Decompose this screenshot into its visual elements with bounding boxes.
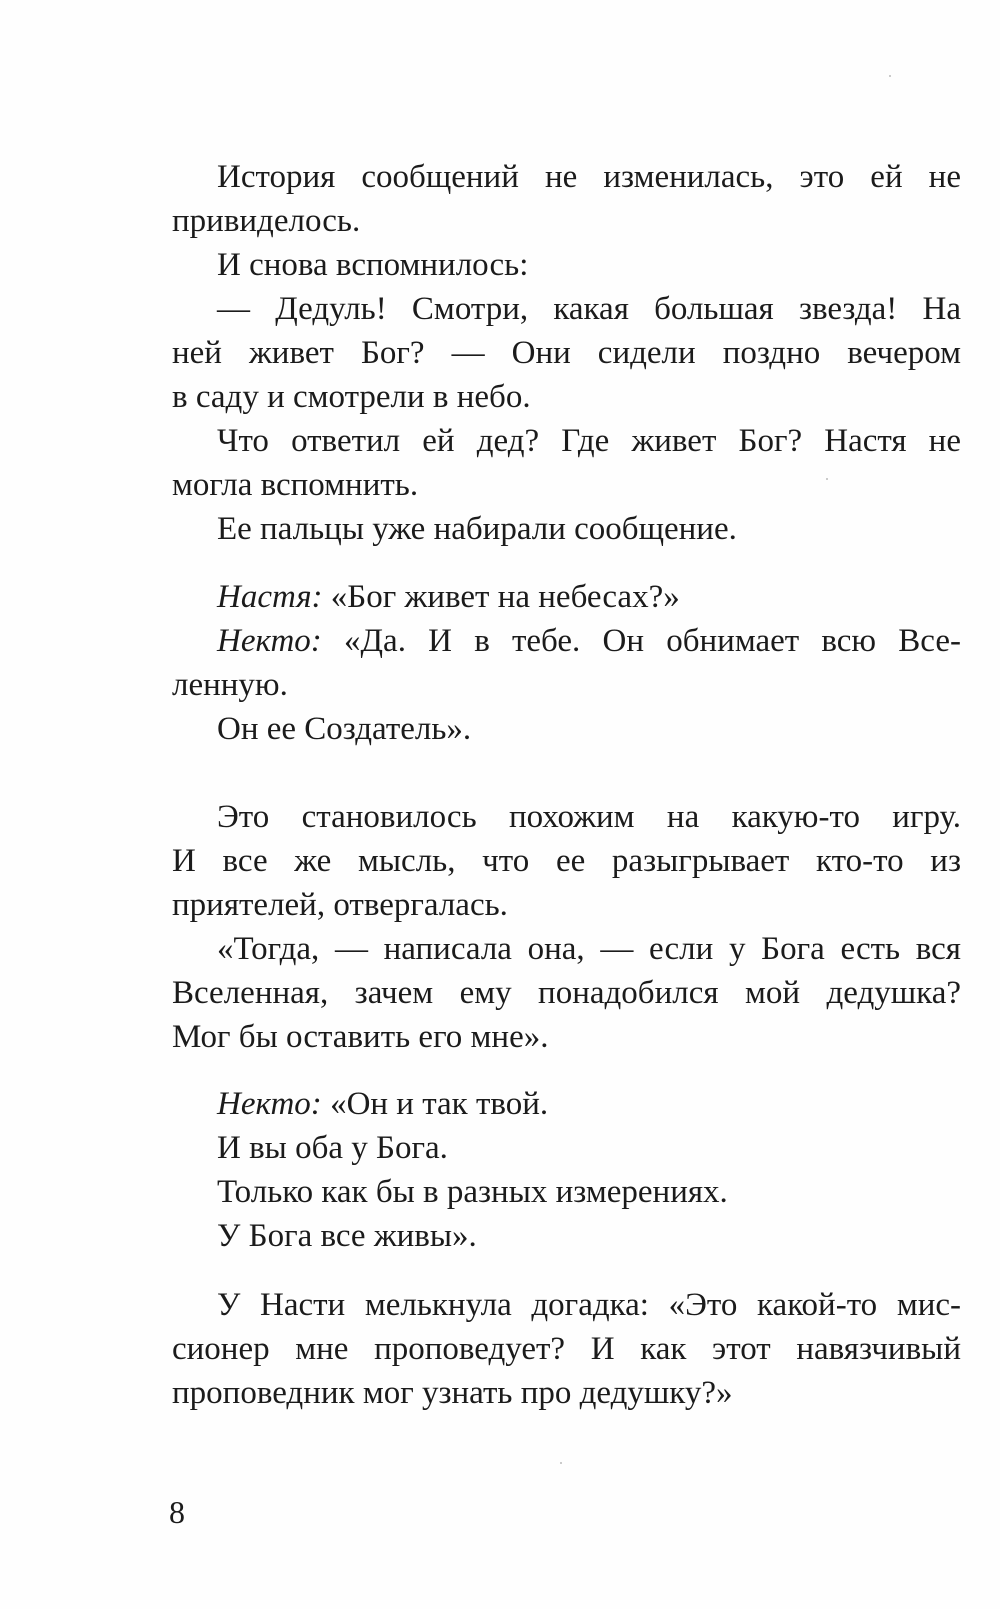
text-line: Вселенная, зачем ему понадобился мой дедушка? — [172, 975, 961, 1011]
scan-speck — [826, 478, 828, 480]
message-text: «Бог живет на небесах?» — [330, 579, 680, 615]
text-line: «Тогда, — написала она, — если у Бога есть вся — [217, 931, 961, 967]
text-line: — Дедуль! Смотри, какая большая звезда! На — [217, 291, 961, 327]
text-line: Только как бы в разных измерениях. — [217, 1174, 728, 1210]
message-text: «Да. И в тебе. Он обнимает всю Все- — [344, 623, 961, 659]
chat-message — [172, 1082, 961, 1258]
paragraph — [172, 795, 961, 927]
paragraph — [172, 155, 961, 243]
chat-message — [172, 575, 961, 619]
text-line — [172, 619, 961, 663]
paragraph — [172, 507, 961, 551]
text-line: проповедник мог узнать про дедушку?» — [172, 1375, 733, 1411]
text-line: История сообщений не изменилась, это ей не — [217, 159, 961, 195]
text-line: Он ее Создатель». — [217, 711, 472, 747]
text-line — [172, 1082, 961, 1126]
text-line: могла вспомнить. — [172, 467, 419, 503]
page-number: 8 — [169, 1494, 185, 1530]
text-line: Что ответил ей дед? Где живет Бог? Настя не — [217, 423, 961, 459]
speaker-name: Некто: — [217, 623, 322, 659]
scan-speck — [560, 1462, 562, 1464]
text-line: в саду и смотрели в небо. — [172, 379, 531, 415]
text-line: У Бога все живы». — [217, 1218, 477, 1254]
text-line: Это становилось похожим на какую-то игру. — [217, 799, 961, 835]
text-line: Ее пальцы уже набирали сообщение. — [217, 511, 737, 547]
text-line: И все же мысль, что ее разыгрывает кто-то из — [172, 843, 961, 879]
text-line: приятелей, отвергалась. — [172, 887, 508, 923]
text-line: И снова вспомнилось: — [217, 247, 529, 283]
speaker-name: Настя: — [217, 579, 323, 615]
text-line: Мог бы оставить его мне». — [172, 1019, 549, 1055]
paragraph — [172, 419, 961, 507]
paragraph — [172, 927, 961, 1059]
text-line — [172, 575, 961, 619]
text-line: И вы оба у Бога. — [217, 1130, 448, 1166]
text-line: ленную. — [172, 667, 288, 703]
speaker-name: Некто: — [217, 1086, 322, 1122]
paragraph — [172, 1283, 961, 1415]
scan-speck — [889, 75, 891, 77]
paragraph — [172, 243, 961, 287]
text-line: У Насти мелькнула догадка: «Это какой-то мис- — [217, 1287, 961, 1323]
text-line: ней живет Бог? — Они сидели поздно вечером — [172, 335, 961, 371]
chat-message — [172, 619, 961, 751]
paragraph — [172, 287, 961, 419]
message-text: «Он и так твой. — [330, 1086, 549, 1122]
text-line: привиделось. — [172, 203, 361, 239]
text-line: сионер мне проповедует? И как этот навязчивый — [172, 1331, 961, 1367]
